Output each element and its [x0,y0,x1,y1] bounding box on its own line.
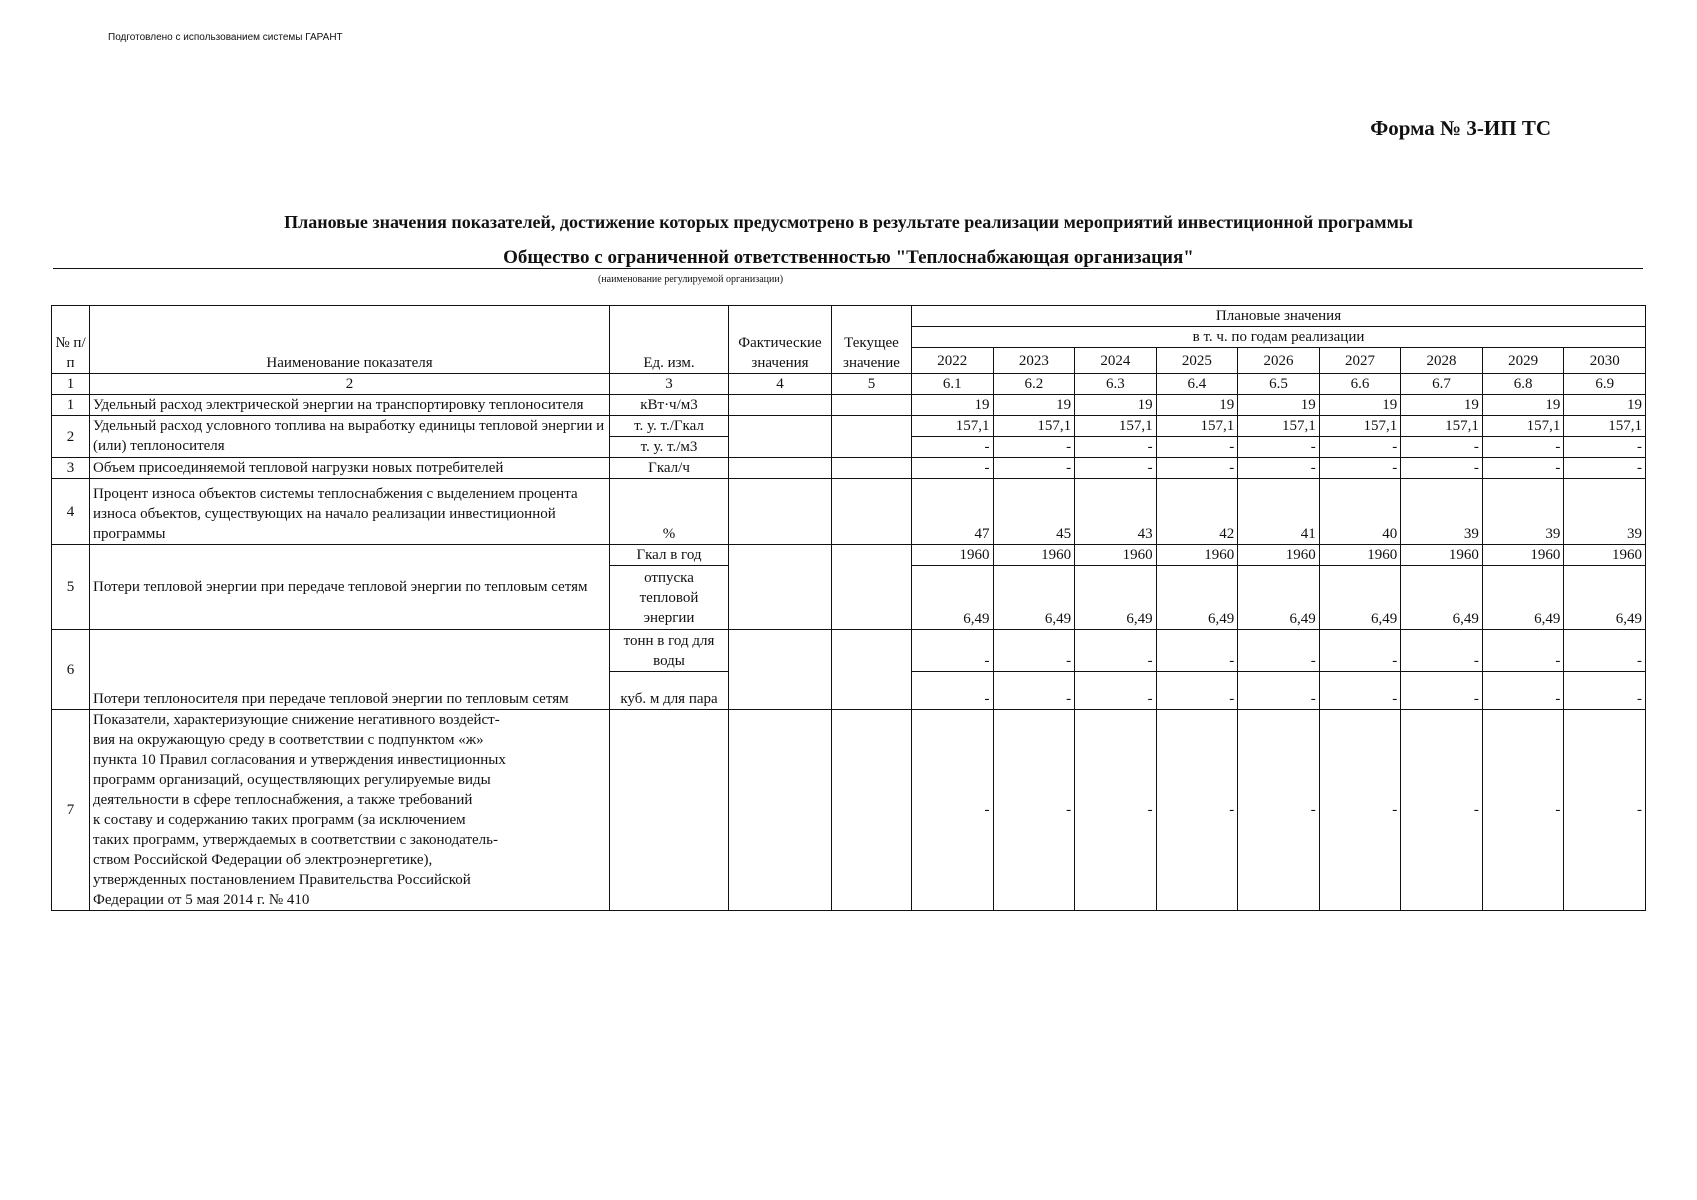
row-num: 6 [52,630,90,710]
organization-caption: (наименование регулируемой организации) [597,274,784,285]
value-cell-2022: 19 [912,395,994,416]
value-cell-2025: - [1156,710,1238,911]
value-cell-2029: - [1482,458,1564,479]
row-current [832,395,912,416]
row-num: 7 [52,710,90,911]
column-number-cell: 6.4 [1156,374,1238,395]
header-current: Текущее значение [832,306,912,374]
value-cell-2026: - [1238,630,1320,672]
value-cell-2028: - [1401,458,1483,479]
row-current [832,545,912,630]
row-num: 2 [52,416,90,458]
value-cell-2022: - [912,710,994,911]
value-cell-2025: 19 [1156,395,1238,416]
value-cell-2022: - [912,458,994,479]
row-unit: куб. м для пара [610,672,729,710]
header-year-2026: 2026 [1238,348,1320,374]
row-fact [729,710,832,911]
value-cell-2027: - [1319,458,1401,479]
value-cell-2026: 157,1 [1238,416,1320,437]
document-title: Плановые значения показателей, достижение которых предусмотрено в результате реализации мероприятий инвестиционной программы [284,212,1413,232]
row-current [832,630,912,710]
value-cell-2022: - [912,672,994,710]
row-num: 5 [52,545,90,630]
organization-underline [53,268,1643,269]
value-cell-2030: - [1564,437,1646,458]
row-current [832,416,912,458]
header-year-2025: 2025 [1156,348,1238,374]
value-cell-2025: 157,1 [1156,416,1238,437]
value-cell-2027: 40 [1319,479,1401,545]
value-cell-2028: - [1401,672,1483,710]
value-cell-2030: 39 [1564,479,1646,545]
value-cell-2025: - [1156,672,1238,710]
value-cell-2028: 1960 [1401,545,1483,566]
value-cell-2028: 6,49 [1401,566,1483,630]
row-name: Объем присоединяемой тепловой нагрузки новых потребителей [90,458,610,479]
value-cell-2029: 6,49 [1482,566,1564,630]
header-year-2030: 2030 [1564,348,1646,374]
value-cell-2026: - [1238,437,1320,458]
value-cell-2022: 6,49 [912,566,994,630]
value-cell-2029: - [1482,437,1564,458]
row-name-line: программ организаций, осуществляющих регулируемые виды [93,772,491,788]
header-by-years: в т. ч. по годам реализации [912,327,1646,348]
row-fact [729,395,832,416]
row-current [832,458,912,479]
value-cell-2025: - [1156,458,1238,479]
row-num: 4 [52,479,90,545]
table-row-5a [52,545,1646,566]
column-number-cell: 2 [90,374,610,395]
header-row-1 [52,306,1646,327]
value-cell-2028: - [1401,630,1483,672]
value-cell-2023: 45 [993,479,1075,545]
value-cell-2028: - [1401,437,1483,458]
column-numbers-row [52,374,1646,395]
value-cell-2022: - [912,630,994,672]
value-cell-2025: 6,49 [1156,566,1238,630]
table-row-6a [52,630,1646,672]
value-cell-2024: 157,1 [1075,416,1157,437]
row-unit: т. у. т./м3 [610,437,729,458]
value-cell-2027: 19 [1319,395,1401,416]
value-cell-2023: 6,49 [993,566,1075,630]
row-fact [729,630,832,710]
value-cell-2023: 19 [993,395,1075,416]
row-unit: кВт·ч/м3 [610,395,729,416]
header-num: № п/п [52,306,90,374]
header-plan: Плановые значения [912,306,1646,327]
value-cell-2030: 157,1 [1564,416,1646,437]
row-name-line: к составу и содержанию таких программ (за исключением [93,812,466,828]
value-cell-2027: - [1319,710,1401,911]
row-name: Потери тепловой энергии при передаче тепловой энергии по тепловым сетям [90,545,610,630]
value-cell-2029: - [1482,710,1564,911]
value-cell-2023: - [993,458,1075,479]
value-cell-2030: - [1564,710,1646,911]
column-number-cell: 6.7 [1401,374,1483,395]
value-cell-2028: 157,1 [1401,416,1483,437]
header-fact: Фактические значения [729,306,832,374]
header-year-2023: 2023 [993,348,1075,374]
form-number: Форма № 3-ИП ТС [1370,116,1551,140]
row-name-line: деятельности в сфере теплоснабжения, а также требований [93,792,473,808]
value-cell-2026: 19 [1238,395,1320,416]
value-cell-2026: - [1238,710,1320,911]
value-cell-2030: 6,49 [1564,566,1646,630]
value-cell-2026: - [1238,458,1320,479]
value-cell-2023: - [993,630,1075,672]
value-cell-2022: - [912,437,994,458]
value-cell-2025: 1960 [1156,545,1238,566]
column-number-cell: 3 [610,374,729,395]
value-cell-2028: - [1401,710,1483,911]
row-name: Удельный расход условного топлива на выработку единицы тепловой энергии и (или) теплоносителя [90,416,610,458]
row-unit [610,710,729,911]
row-name: Удельный расход электрической энергии на транспортировку теплоносителя [90,395,610,416]
value-cell-2022: 157,1 [912,416,994,437]
value-cell-2029: 1960 [1482,545,1564,566]
row-name-line: Федерации от 5 мая 2014 г. № 410 [93,892,310,908]
value-cell-2024: - [1075,630,1157,672]
value-cell-2030: 19 [1564,395,1646,416]
column-number-cell: 6.8 [1482,374,1564,395]
table-row-7 [52,710,1646,911]
value-cell-2026: 6,49 [1238,566,1320,630]
header-year-2022: 2022 [912,348,994,374]
row-fact [729,458,832,479]
value-cell-2027: 157,1 [1319,416,1401,437]
value-cell-2026: 1960 [1238,545,1320,566]
row-unit: % [610,479,729,545]
row-name: Потери теплоносителя при передаче тепловой энергии по тепловым сетям [90,630,610,710]
row-current [832,710,912,911]
value-cell-2027: 6,49 [1319,566,1401,630]
value-cell-2030: 1960 [1564,545,1646,566]
table-row-3 [52,458,1646,479]
row-unit: отпуска тепловой энергии [610,566,729,630]
value-cell-2030: - [1564,630,1646,672]
value-cell-2024: - [1075,710,1157,911]
value-cell-2024: - [1075,458,1157,479]
value-cell-2024: 43 [1075,479,1157,545]
row-fact [729,479,832,545]
header-year-2029: 2029 [1482,348,1564,374]
value-cell-2023: - [993,437,1075,458]
column-number-cell: 5 [832,374,912,395]
row-num: 3 [52,458,90,479]
value-cell-2023: 157,1 [993,416,1075,437]
column-number-cell: 6.6 [1319,374,1401,395]
value-cell-2024: - [1075,437,1157,458]
row-unit: Гкал/ч [610,458,729,479]
value-cell-2027: - [1319,672,1401,710]
value-cell-2029: 157,1 [1482,416,1564,437]
row-current [832,479,912,545]
value-cell-2030: - [1564,672,1646,710]
row-name-line: таких программ, утверждаемых в соответствии с законодатель- [93,832,499,848]
value-cell-2023: - [993,710,1075,911]
row-num: 1 [52,395,90,416]
column-number-cell: 6.3 [1075,374,1157,395]
table-row-4 [52,479,1646,545]
row-name-line: ством Российской Федерации об электроэнергетике), [93,852,433,868]
value-cell-2024: - [1075,672,1157,710]
value-cell-2029: - [1482,672,1564,710]
row-name-line: вия на окружающую среду в соответствии с подпунктом «ж» [93,732,484,748]
value-cell-2024: 1960 [1075,545,1157,566]
row-unit: т. у. т./Гкал [610,416,729,437]
row-name-line: пункта 10 Правил согласования и утверждения инвестиционных [93,752,506,768]
row-unit: Гкал в год [610,545,729,566]
header-name: Наименование показателя [90,306,610,374]
header-unit: Ед. изм. [610,306,729,374]
value-cell-2025: 42 [1156,479,1238,545]
value-cell-2025: - [1156,630,1238,672]
value-cell-2027: - [1319,630,1401,672]
column-number-cell: 6.2 [993,374,1075,395]
row-name [90,710,610,911]
column-number-cell: 6.5 [1238,374,1320,395]
row-name-line: Показатели, характеризующие снижение негативного воздейст- [93,712,500,728]
column-number-cell: 6.1 [912,374,994,395]
value-cell-2028: 39 [1401,479,1483,545]
value-cell-2029: 19 [1482,395,1564,416]
header-year-2024: 2024 [1075,348,1157,374]
value-cell-2025: - [1156,437,1238,458]
organization-name: Общество с ограниченной ответственностью "Теплоснабжающая организация" [503,247,1194,268]
value-cell-2023: 1960 [993,545,1075,566]
indicators-table [51,305,1646,911]
value-cell-2030: - [1564,458,1646,479]
row-name-line: утвержденных постановлением Правительства Российской [93,872,471,888]
value-cell-2022: 1960 [912,545,994,566]
value-cell-2027: - [1319,437,1401,458]
table-row-2a [52,416,1646,437]
value-cell-2028: 19 [1401,395,1483,416]
value-cell-2029: - [1482,630,1564,672]
header-note: Подготовлено с использованием системы ГАРАНТ [108,32,343,43]
row-fact [729,416,832,458]
column-number-cell: 1 [52,374,90,395]
column-number-cell: 4 [729,374,832,395]
value-cell-2024: 6,49 [1075,566,1157,630]
column-number-cell: 6.9 [1564,374,1646,395]
header-year-2028: 2028 [1401,348,1483,374]
row-unit: тонн в год для воды [610,630,729,672]
value-cell-2023: - [993,672,1075,710]
value-cell-2024: 19 [1075,395,1157,416]
table-row-1 [52,395,1646,416]
value-cell-2026: - [1238,672,1320,710]
row-fact [729,545,832,630]
value-cell-2026: 41 [1238,479,1320,545]
value-cell-2022: 47 [912,479,994,545]
header-year-2027: 2027 [1319,348,1401,374]
value-cell-2027: 1960 [1319,545,1401,566]
value-cell-2029: 39 [1482,479,1564,545]
row-name: Процент износа объектов системы теплоснабжения с выделением процента износа объектов, существующих на начало реализации инвестиционной программы [90,479,610,545]
